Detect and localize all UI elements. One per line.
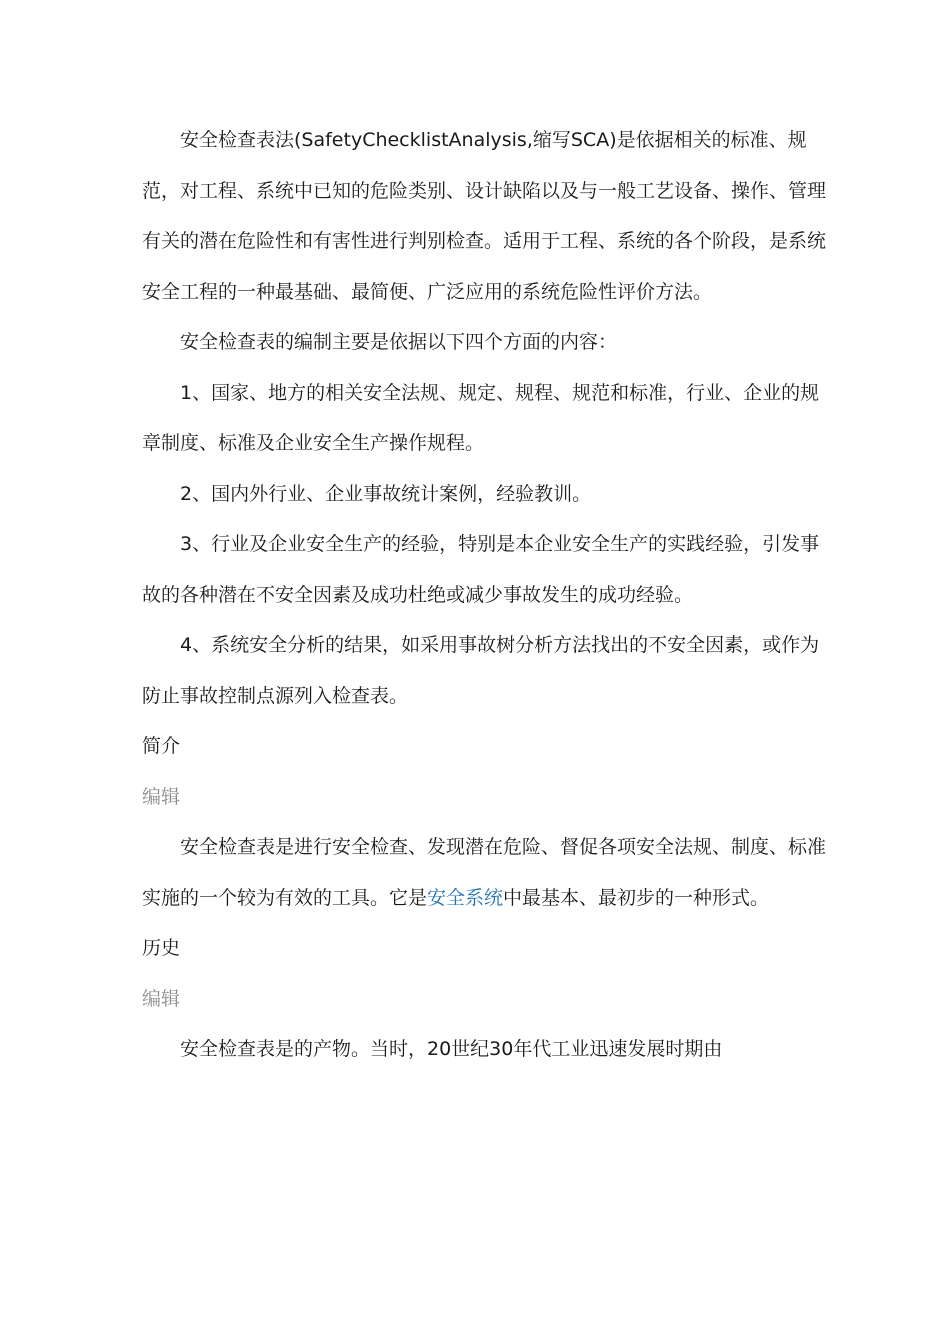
paragraph-basis-item-4: 4、系统安全分析的结果，如采用事故树分析方法找出的不安全因素，或作为防止事故控制点源列入检查表。 xyxy=(142,634,820,707)
document-content xyxy=(142,115,832,1075)
link-safety-system[interactable]: 安全系统 xyxy=(427,886,504,909)
paragraph-basis-item-2: 2、国内外行业、企业事故统计案例，经验教训。 xyxy=(180,482,592,505)
paragraph-basis-item-3: 3、行业及企业安全生产的经验，特别是本企业安全生产的实践经验，引发事故的各种潜在不安全因素及成功杜绝或减少事故发生的成功经验。 xyxy=(142,533,820,606)
intro-text-after-link: 中最基本、最初步的一种形式。 xyxy=(503,886,770,909)
paragraph-sca-definition: 安全检查表法(SafetyChecklistAnalysis,缩写SCA)是依据相关的标准、规范，对工程、系统中已知的危险类别、设计缺陷以及与一般工艺设备、操作、管理有关的潜在危险性和有害性进行判别检查。适用于工程、系统的各个阶段，是系统安全工程的一种最基础、最简便、广泛应用的系统危险性评价方法。 xyxy=(142,129,827,303)
intro-text-before-link: 安全检查表是进行安全检查、发现潜在危险、督促各项安全法规、制度、标准实施的一个较为有效的工具。它是 xyxy=(142,836,827,909)
edit-link-history[interactable]: 编辑 xyxy=(142,987,181,1010)
paragraph-checklist-basis: 安全检查表的编制主要是依据以下四个方面的内容： xyxy=(180,331,618,353)
paragraph-intro xyxy=(142,822,832,923)
edit-link-intro[interactable]: 编辑 xyxy=(142,785,181,808)
paragraph-basis-item-1: 1、国家、地方的相关安全法规、规定、规程、规范和标准，行业、企业的规章制度、标准及企业安全生产操作规程。 xyxy=(142,381,820,454)
paragraph-history: 安全检查表是的产物。当时，20世纪30年代工业迅速发展时期由 xyxy=(180,1038,723,1060)
section-heading-history: 历史 xyxy=(142,937,181,959)
section-heading-intro: 简介 xyxy=(142,735,181,757)
